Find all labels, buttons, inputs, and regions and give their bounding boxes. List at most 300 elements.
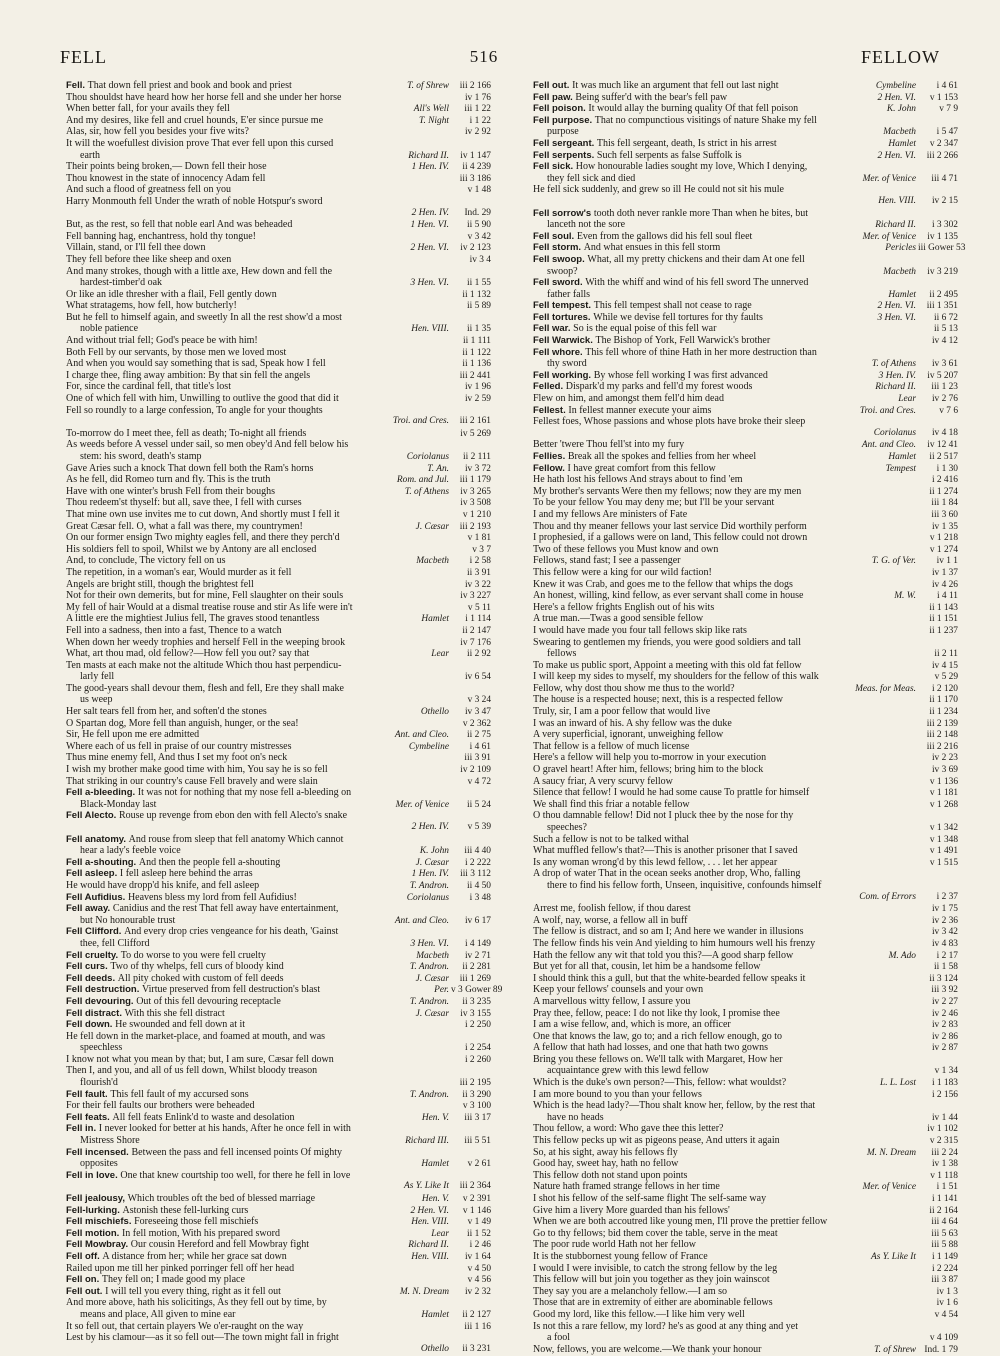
entry-line: [533, 254, 958, 266]
quotation: It so fell out, that certain players We o'er-raught on the way: [66, 1320, 304, 1332]
quotation: Virtue preserved from fell destruction's blast: [142, 984, 321, 996]
entry-line: [533, 1019, 958, 1031]
quotation: Thou shouldst have heard how her horse fell and she under her horse: [66, 91, 342, 103]
act-scene-line: iv 2 59: [464, 394, 491, 405]
quotation: What muffled fellow's that?—This is another prisoner that I saved: [533, 845, 798, 857]
act-scene-line: iv 5 269: [460, 428, 491, 439]
quotation: tooth doth never rankle more Than when he bites, but: [593, 207, 809, 219]
play-reference: K. John: [419, 846, 449, 857]
entry-line: [533, 335, 958, 347]
quotation: He would have dropp'd his knife, and fell asleep: [66, 879, 260, 891]
headword: Fell curs.: [66, 961, 111, 973]
act-scene-line: iii 1 16: [464, 1321, 491, 1332]
quotation: To make us public sport, Appoint a meeting with this old fat fellow: [533, 659, 802, 671]
entry-text: [66, 254, 377, 266]
quotation: Nature hath framed strange fellows in her time: [533, 1181, 720, 1193]
quotation: fellows: [547, 648, 577, 660]
quotation: purpose: [547, 126, 579, 138]
entry-line: [66, 1135, 491, 1147]
entry-line: [66, 857, 491, 869]
quotation: Great Cæsar fell. O, what a fall was there, my countrymen!: [66, 520, 303, 532]
entry-line: [66, 671, 491, 683]
entry-text: [66, 1239, 377, 1251]
entry-line: [66, 613, 491, 625]
entry-line: [533, 776, 958, 788]
entry-line: [66, 1263, 491, 1275]
quotation: Break all the spokes and fellies from her wheel: [567, 451, 757, 462]
entry-line: [66, 1239, 491, 1251]
entry-text: [66, 671, 377, 683]
act-scene-line: iv 2 32: [464, 1286, 491, 1297]
quotation: One of which fell with him, Unwilling to outlive the good that did it: [66, 393, 339, 405]
quotation: To-morrow do I meet thee, fell as death; To-night all friends: [66, 427, 307, 439]
quotation: My fell of hair Would at a dismal treatise rouse and stir As life were in't: [66, 601, 353, 613]
play-reference: Hen. VIII.: [878, 195, 916, 206]
entry-text: [66, 521, 377, 533]
entry-line: [66, 405, 491, 417]
entry-text: [66, 555, 377, 567]
entry-line: [66, 161, 491, 173]
headword: Fell incensed.: [66, 1146, 132, 1158]
entry-line: [66, 1054, 491, 1066]
act-scene-line: v 4 56: [467, 1275, 491, 1286]
act-scene-line: iii 3 112: [460, 869, 491, 880]
act-scene-line: v 2 347: [929, 138, 958, 149]
act-scene-line: iii Gower 53: [918, 243, 966, 254]
play-reference: J. Cæsar: [415, 521, 449, 532]
entry-line: [66, 1332, 491, 1344]
entry-text: [533, 950, 844, 962]
quotation: Fell so roundly to a large confession, To angle for your thoughts: [66, 404, 323, 416]
act-scene-line: i 2 46: [469, 1240, 491, 1251]
quotation: I would have made you four tall fellows skip like rats: [533, 624, 747, 636]
entry-line: [533, 718, 958, 730]
quotation: Two of thy whelps, fell curs of bloody kind: [110, 961, 284, 973]
quotation: I prophesied, if a gallows were on land, This fellow could not drown: [533, 532, 808, 544]
act-scene-line: iv 12 41: [927, 440, 958, 451]
entry-line: [533, 509, 958, 521]
act-scene-line: i 3 302: [931, 220, 958, 231]
entry-text: [66, 892, 377, 904]
act-scene-line: v 2 362: [462, 718, 491, 729]
entry-text: [66, 1089, 377, 1101]
play-reference: Ant. and Cleo.: [394, 730, 449, 741]
quotation: And when you would say something that is sad, Speak how I fell: [66, 358, 326, 370]
entry-line: [66, 80, 491, 92]
entry-line: [533, 1274, 958, 1286]
headword: Fell tempest.: [533, 300, 594, 312]
quotation: I shot his fellow of the self-same flight The self-same way: [533, 1193, 767, 1204]
play-reference: Hamlet: [421, 614, 449, 625]
headword: Fell mischiefs.: [66, 1216, 135, 1228]
act-scene-line: i 1 149: [931, 1251, 958, 1262]
act-scene-line: ii 5 24: [467, 799, 491, 810]
act-scene-line: v 1 218: [929, 533, 958, 544]
act-scene-line: i 2 224: [931, 1263, 958, 1274]
entry-text: [533, 439, 844, 451]
entry-text: [66, 358, 377, 370]
act-scene-line: v 1 210: [462, 509, 491, 520]
entry-line: [66, 381, 491, 393]
entry-text: [66, 1135, 377, 1147]
quotation: It is the stubbornest young fellow of France: [533, 1250, 708, 1262]
play-reference: T. An.: [427, 463, 449, 474]
entry-text: [66, 880, 377, 892]
entry-line: [533, 903, 958, 915]
entry-line: [66, 1077, 491, 1089]
quotation: And many strokes, though with a little axe, Hew down and fell the: [66, 265, 333, 277]
quotation: To be your fellow You may deny me; but I'll be your servant: [533, 497, 775, 509]
entry-text: [66, 323, 377, 335]
quotation: but No honourable trust: [80, 914, 176, 926]
act-scene-line: iii 2 148: [926, 730, 958, 741]
entry-line: [66, 1205, 491, 1217]
headword: Fell in.: [66, 1123, 99, 1135]
entry-line: [66, 625, 491, 637]
quotation: A drop of water That in the ocean seeks another drop, Who, falling: [533, 868, 801, 880]
entry-text: [66, 1123, 377, 1135]
entry-line: [533, 868, 958, 880]
entry-line: [66, 996, 491, 1008]
entry-text: [533, 637, 844, 649]
entry-line: [66, 926, 491, 938]
act-scene-line: iii 5 51: [464, 1136, 491, 1147]
play-reference: 3 Hen. IV.: [878, 370, 916, 381]
entry-line: [533, 497, 958, 509]
entry-text: [533, 1332, 844, 1344]
quotation: A very superficial, ignorant, unweighing fellow: [533, 729, 724, 741]
act-scene-line: iv 2 83: [931, 1020, 958, 1031]
entry-text: [66, 660, 377, 672]
entry-text: [533, 822, 844, 834]
quotation: The good-years shall devour them, flesh and fell, Ere they shall make: [66, 682, 344, 694]
quotation: Out of this fell devouring receptacle: [136, 995, 281, 1007]
act-scene-line: v 1 34: [934, 1066, 958, 1077]
quotation: By whose fell working I was first advanced: [593, 369, 768, 381]
entry-text: [533, 1042, 844, 1054]
entry-text: [533, 115, 844, 127]
act-scene-line: i 1 22: [469, 115, 491, 126]
entry-text: [66, 776, 377, 788]
act-scene-line: iv 3 42: [931, 927, 958, 938]
entry-line: [533, 579, 958, 591]
act-scene-line: iv 2 23: [931, 753, 958, 764]
quotation: Not for their own demerits, but for mine, Fell slaughter on their souls: [66, 590, 344, 602]
entry-text: [66, 1042, 377, 1054]
act-scene-line: i 4 149: [464, 938, 491, 949]
act-scene-line: v 1 342: [929, 823, 958, 833]
entry-line: [66, 544, 491, 556]
entry-line: [533, 671, 958, 683]
entry-text: [533, 266, 844, 278]
act-scene-line: iv 4 83: [931, 938, 958, 949]
play-reference: Richard II.: [875, 382, 916, 393]
quotation: They fell before thee like sheep and oxen: [66, 253, 232, 265]
act-scene-line: iii 1 84: [931, 498, 958, 509]
entry-line: [533, 648, 958, 660]
entry-text: [533, 613, 844, 625]
play-reference: T. Andron.: [409, 880, 449, 891]
entry-line: [66, 1123, 491, 1135]
entry-text: [533, 799, 844, 811]
act-scene-line: ii 3 290: [462, 1089, 491, 1100]
act-scene-line: v 7 6: [939, 405, 958, 416]
play-reference: Richard II.: [408, 1240, 449, 1251]
act-scene-line: iv 3 22: [464, 579, 491, 590]
headword: Fell devouring.: [66, 995, 137, 1007]
entry-line: [66, 138, 491, 150]
entry-text: [533, 845, 844, 857]
entry-text: [533, 416, 844, 428]
entry-line: [533, 347, 958, 359]
entry-line: [66, 521, 491, 533]
entry-line: [66, 915, 491, 927]
entry-line: [66, 277, 491, 289]
entry-text: [66, 996, 377, 1008]
act-scene-line: ii 5 90: [467, 220, 491, 231]
entry-text: [533, 903, 844, 915]
entry-line: [66, 335, 491, 347]
quotation: hardest-timber'd oak: [80, 277, 163, 289]
play-reference: 2 Hen. IV.: [411, 207, 449, 218]
entry-text: [66, 242, 377, 254]
headword: Fell off.: [66, 1250, 103, 1262]
entry-line: [66, 555, 491, 567]
page-header: [60, 44, 940, 70]
play-reference: 2 Hen. IV.: [411, 822, 449, 832]
headword: Fell tortures.: [533, 311, 594, 323]
page-number: 516: [469, 47, 499, 66]
entry-text: [533, 1158, 844, 1170]
entry-line: [66, 300, 491, 312]
act-scene-line: i 1 51: [936, 1182, 958, 1193]
play-reference: T. Night: [418, 115, 449, 126]
act-scene-line: iii 3 60: [931, 509, 958, 520]
act-scene-line: ii 1 132: [462, 289, 491, 300]
entry-line: [533, 1193, 958, 1205]
quotation: He hath lost his fellows And strays about to find 'em: [533, 474, 743, 486]
quotation: The fellow is distract, and so am I; And here we wander in illusions: [533, 926, 804, 938]
entry-text: [66, 845, 377, 857]
quotation: The house is a respected house; next, this is a respected fellow: [533, 694, 783, 706]
act-scene-line: iv 4 18: [931, 427, 958, 438]
quotation: Our cousin Hereford and fell Mowbray fight: [130, 1239, 310, 1251]
act-scene-line: iii 4 40: [464, 846, 491, 857]
entry-line: [66, 706, 491, 718]
quotation: Which is the duke's own person?—This, fellow: what wouldst?: [533, 1077, 787, 1089]
act-scene-line: iv 1 35: [931, 521, 958, 532]
entry-text: [66, 834, 377, 846]
play-reference: Hen. V.: [421, 1112, 449, 1123]
act-scene-line: iv 1 75: [931, 904, 958, 915]
quotation: Fellows, stand fast; I see a passenger: [533, 555, 681, 567]
act-scene-line: iv 3 265: [460, 486, 491, 497]
act-scene-line: ii 1 35: [467, 324, 491, 335]
quotation: Go to thy fellows; bid them cover the table, serve in the meat: [533, 1227, 778, 1239]
entry-text: [66, 1332, 377, 1344]
quotation: What stratagems, how fell, how butcherly!: [66, 300, 237, 312]
play-reference: Richard II.: [875, 220, 916, 231]
quotation: His soldiers fell to spoil, Whilst we by Antony are all enclosed: [66, 543, 317, 555]
entry-line: [66, 254, 491, 266]
play-reference: Macbeth: [883, 127, 916, 138]
entry-line: [66, 486, 491, 498]
quotation: Pray thee, fellow, peace: I do not like thy look, I promise thee: [533, 1007, 780, 1019]
entry-line: [66, 1031, 491, 1043]
act-scene-line: iv 2 46: [931, 1008, 958, 1019]
quotation: I never looked for better at his hands, After he once fell in with: [98, 1123, 351, 1135]
headword: Fell poison.: [533, 103, 589, 115]
entry-text: [533, 1170, 844, 1182]
entry-text: [533, 103, 844, 115]
quotation: Foreseeing those fell mischiefs: [134, 1216, 259, 1228]
entry-text: [66, 752, 377, 764]
quotation: O gravel heart! After him, fellows; bring him to the block: [533, 764, 764, 776]
entry-text: [66, 1100, 377, 1112]
entry-text: [533, 1112, 844, 1124]
quotation: Ten masts at each make not the altitude Which thou hast perpendicu-: [66, 659, 342, 671]
entry-line: [66, 1181, 491, 1193]
quotation: there to find his fellow forth, Unseen, inquisitive, confounds himself: [547, 879, 822, 891]
play-reference: Richard II.: [408, 150, 449, 161]
act-scene-line: ii 2 11: [934, 649, 958, 660]
entry-text: [533, 926, 844, 938]
quotation: O Spartan dog, More fell than anguish, hunger, or the sea!: [66, 717, 299, 729]
quotation: Thus mine enemy fell, And thus I set my foot on's neck: [66, 752, 288, 764]
entry-line: [533, 1216, 958, 1228]
entry-line: [66, 1297, 491, 1309]
act-scene-line: iv 4 12: [931, 336, 958, 347]
entry-line: [66, 810, 491, 822]
act-scene-line: iii 2 161: [459, 416, 491, 427]
entry-line: [533, 694, 958, 706]
entry-text: [533, 1065, 844, 1077]
play-reference: Coriolanus: [873, 427, 916, 438]
entry-text: [66, 532, 377, 544]
headword: Fell sorrow's: [533, 207, 594, 219]
entry-text: [66, 300, 377, 312]
entry-text: [533, 868, 844, 880]
entry-line: [66, 1216, 491, 1228]
act-scene-line: Ind. 1 79: [924, 1344, 958, 1355]
entry-text: [66, 138, 377, 150]
entry-text: [533, 381, 844, 393]
entry-text: [533, 973, 844, 985]
quotation: And without trial fell; God's peace be with him!: [66, 335, 258, 347]
entry-line: [66, 602, 491, 614]
entry-line: [533, 103, 958, 115]
entry-line: [66, 509, 491, 521]
act-scene-line: iii 5 88: [931, 1240, 958, 1251]
entry-text: [533, 208, 844, 220]
act-scene-line: iv 1 44: [931, 1112, 958, 1123]
entry-line: [533, 996, 958, 1008]
quotation: This fell tempest shall not cease to rage: [593, 300, 752, 312]
act-scene-line: ii 3 91: [467, 567, 491, 578]
quotation: Both Fell by our servants, by those men we loved most: [66, 346, 287, 358]
entry-line: [66, 741, 491, 753]
entry-text: [66, 463, 377, 475]
act-scene-line: i 4 11: [936, 591, 958, 602]
entry-text: [66, 590, 377, 602]
entry-line: [533, 822, 958, 834]
act-scene-line: iv 6 54: [464, 672, 491, 683]
entry-line: [533, 1344, 958, 1356]
entry-line: [533, 1263, 958, 1275]
quotation: This fellow will but join you together as they join wainscot: [533, 1274, 770, 1286]
act-scene-line: v 1 515: [929, 857, 958, 868]
act-scene-line: ii 5 13: [934, 324, 958, 335]
quotation: This fellow were a king for our wild faction!: [533, 566, 712, 578]
entry-line: [66, 729, 491, 741]
entry-line: [533, 938, 958, 950]
play-reference: Troi. and Cres.: [392, 416, 449, 427]
act-scene-line: iv 1 135: [927, 231, 958, 242]
entry-text: [533, 486, 844, 498]
act-scene-line: iii 3 17: [464, 1112, 491, 1123]
act-scene-line: iii 2 195: [459, 1078, 491, 1089]
entry-line: [66, 92, 491, 104]
act-scene-line: iv 2 86: [931, 1031, 958, 1042]
quotation: It was not for nothing that my nose fell a-bleeding on: [137, 787, 352, 799]
play-reference: Hamlet: [888, 289, 916, 300]
act-scene-line: ii 1 274: [929, 486, 958, 497]
entry-text: [533, 694, 844, 706]
act-scene-line: iv 2 71: [464, 950, 491, 961]
entry-text: [533, 1100, 844, 1112]
entry-line: [66, 115, 491, 127]
act-scene-line: i 2 58: [469, 556, 491, 567]
play-reference: Mer. of Venice: [862, 231, 916, 242]
act-scene-line: v 7 9: [939, 104, 958, 115]
act-scene-line: iv 1 1: [936, 556, 958, 567]
entry-text: [66, 1297, 377, 1309]
headword: Fell soul.: [533, 230, 577, 242]
quotation: Such fell serpents as false Suffolk is: [596, 149, 742, 161]
entry-text: [533, 300, 844, 312]
quotation: That down fell priest and book and book and priest: [87, 80, 292, 91]
headword: Fell whore.: [533, 346, 586, 358]
entry-line: [66, 416, 491, 428]
entry-line: [533, 1181, 958, 1193]
quotation: I would I were invisible, to catch the strong fellow by the leg: [533, 1262, 778, 1274]
headword: Fell a-bleeding.: [66, 787, 138, 799]
entry-text: [66, 1077, 377, 1089]
entry-text: [533, 834, 844, 846]
headword: Fell feats.: [66, 1111, 113, 1123]
entry-line: [533, 173, 958, 185]
entry-text: [66, 184, 377, 196]
play-reference: 2 Hen. VI.: [877, 92, 916, 103]
entry-line: [533, 323, 958, 335]
entry-line: [66, 497, 491, 509]
quotation: A distance from her; while her grace sat down: [102, 1250, 287, 1262]
quotation: Silence that fellow! I would he had some cause To prattle for himself: [533, 787, 810, 799]
entry-text: [66, 613, 377, 625]
entry-line: [66, 694, 491, 706]
entry-line: [66, 880, 491, 892]
quotation: Good hay, sweet hay, hath no fellow: [533, 1158, 679, 1170]
quotation: As weeds before A vessel under sail, so men obey'd And fell below his: [66, 439, 349, 451]
entry-line: [66, 289, 491, 301]
entry-text: [533, 474, 844, 486]
entry-line: [533, 1286, 958, 1298]
quotation: Here's a fellow frights English out of his wits: [533, 601, 715, 613]
quotation: What, art thou mad, old fellow?—How fell you out? say that: [66, 648, 310, 660]
act-scene-line: iii 1 22: [464, 104, 491, 115]
entry-text: [533, 1077, 844, 1089]
quotation: means and place, All given to mine ear: [80, 1308, 236, 1320]
